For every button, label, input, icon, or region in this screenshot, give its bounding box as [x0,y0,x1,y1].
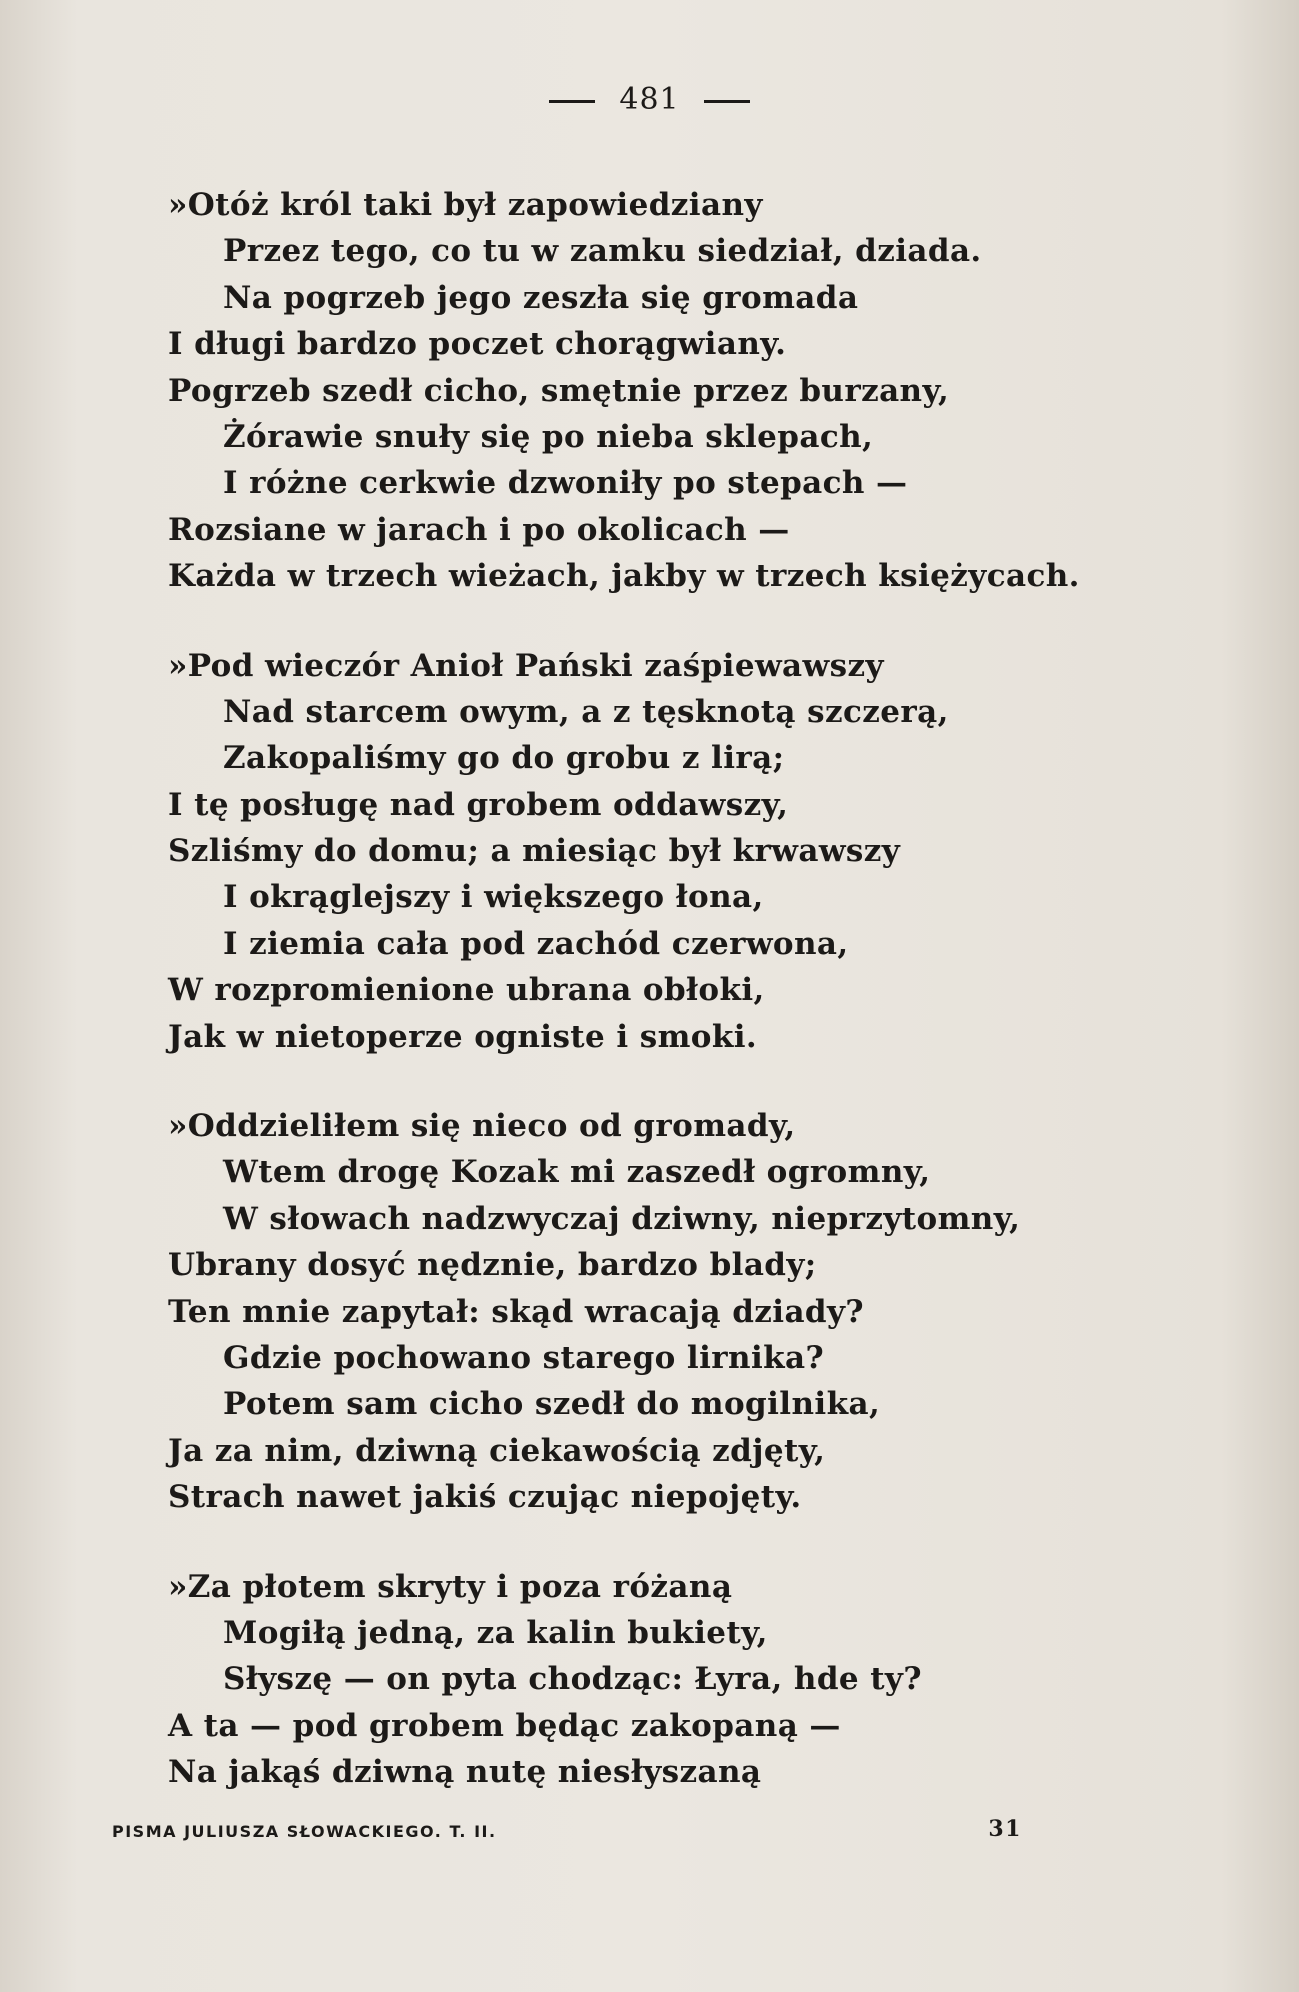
poem-body [168,182,1080,1839]
poem-line: Ten mnie zapytał: skąd wracają dziady? [168,1293,864,1330]
poem-line: Rozsiane w jarach i po okolicach — [168,511,790,548]
poem-line: Na jakąś dziwną nutę niesłyszaną [168,1754,762,1791]
poem-line: Każda w trzech wieżach, jakby w trzech księżycach. [168,558,1080,595]
poem-line: »Oddzieliłem się nieco od gromady, [168,1108,796,1145]
stanza [168,182,1080,600]
poem-line: Jak w nietoperze ogniste i smoki. [168,1018,758,1055]
poem-line: Wtem drogę Kozak mi zaszedł ogromny, [223,1154,931,1191]
poem-line: »Pod wieczór Anioł Pański zaśpiewawszy [168,647,884,684]
poem-line: Szliśmy do domu; a miesiąc był krwawszy [168,833,901,870]
page-number: 481 [619,82,680,117]
poem-line: Ubrany dosyć nędznie, bardzo blady; [168,1247,817,1284]
poem-line: I długi bardzo poczet chorągwiany. [168,326,787,363]
poem-line: Żórawie snuły się po nieba sklepach, [223,418,874,455]
right-dash [704,100,750,103]
poem-line: Gdzie pochowano starego lirnika? [223,1339,825,1376]
poem-line: Potem sam cicho szedł do mogilnika, [223,1386,881,1423]
poem-line: Na pogrzeb jego zeszła się gromada [223,279,859,316]
poem-line: Pogrzeb szedł cicho, smętnie przez burzany, [168,372,950,409]
poem-line: Strach nawet jakiś czując niepojęty. [168,1479,802,1516]
poem-line: Przez tego, co tu w zamku siedział, dziada. [223,233,982,270]
poem-line: W słowach nadzwyczaj dziwny, nieprzytomny, [223,1200,1021,1237]
poem-line: I tę posługę nad grobem oddawszy, [168,786,789,823]
page-footer [112,1816,1022,1842]
poem-line: I okrąglejszy i większego łona, [223,879,764,916]
stanza [168,643,1068,1061]
left-dash [549,100,595,103]
poem-line: Ja za nim, dziwną ciekawością zdjęty, [168,1432,826,1469]
poem-line: I różne cerkwie dzwoniły po stepach — [223,465,908,502]
poem-line: »Za płotem skryty i poza różaną [168,1568,733,1605]
stanza [168,1564,1068,1796]
page-number-header [0,82,1299,117]
poem-line: Zakopaliśmy go do grobu z lirą; [223,740,785,777]
poem-line: Słyszę — on pyta chodząc: Łyra, hde ty? [223,1661,922,1698]
poem-line: Mogiłą jedną, za kalin bukiety, [223,1614,768,1651]
poem-line: Nad starcem owym, a z tęsknotą szczerą, [223,693,949,730]
stanza [168,1103,1068,1521]
poem-line: W rozpromienione ubrana obłoki, [168,972,765,1009]
poem-line: A ta — pod grobem będąc zakopaną — [168,1707,841,1744]
footer-title: PISMA JULIUSZA SŁOWACKIEGO. T. II. [112,1822,497,1841]
signature-mark: 31 [988,1816,1022,1842]
poem-line: »Otóż król taki był zapowiedziany [168,187,763,223]
poem-line: I ziemia cała pod zachód czerwona, [223,925,849,962]
